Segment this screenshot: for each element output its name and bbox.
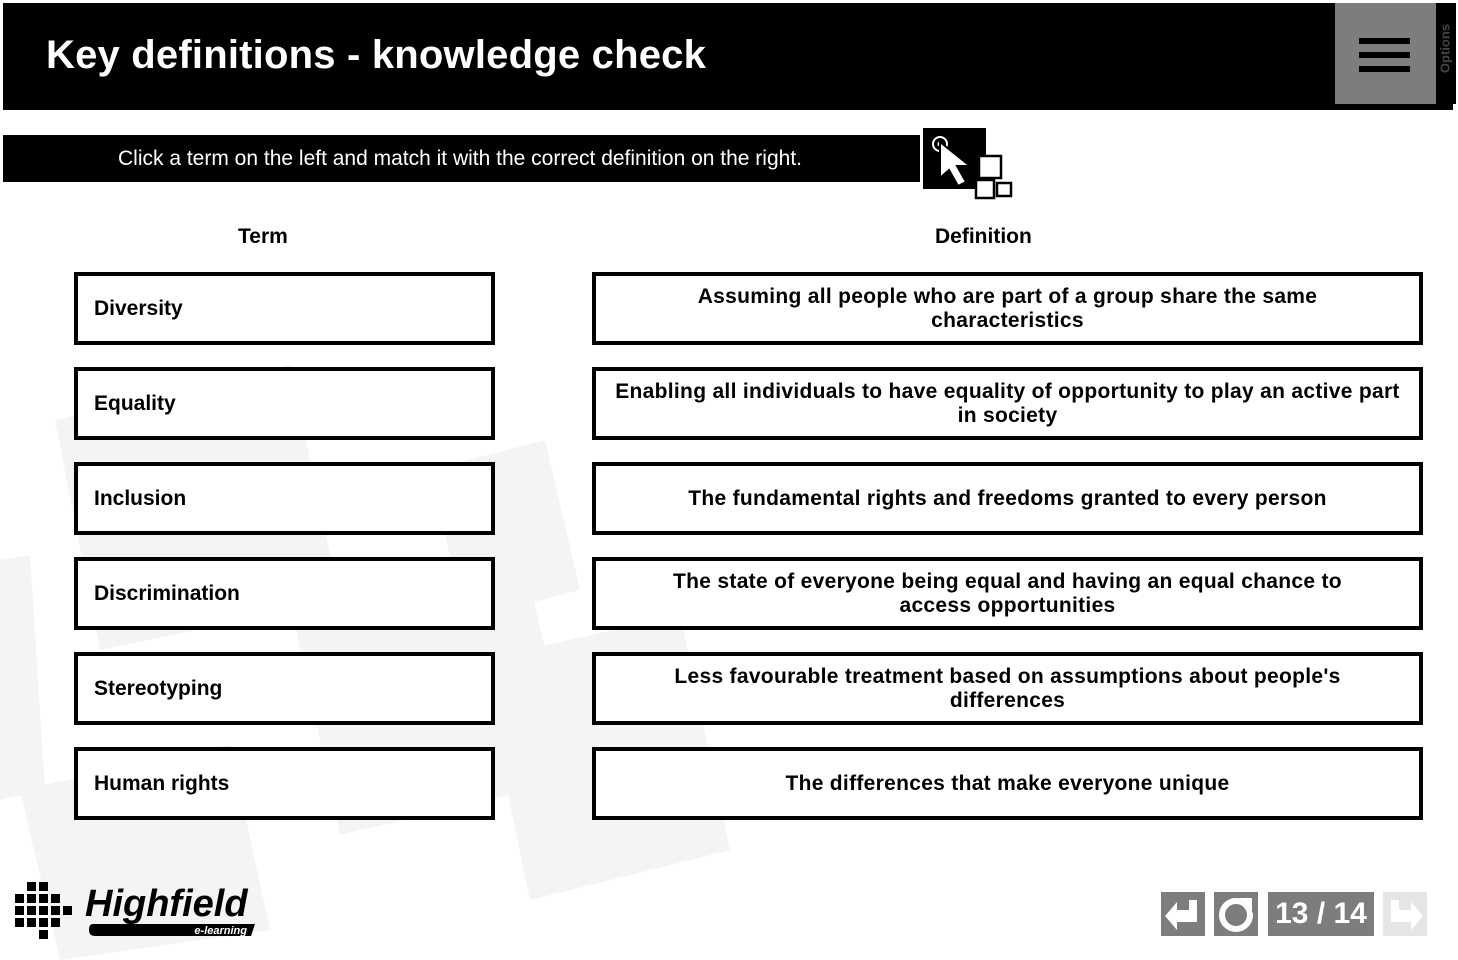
click-cursor-icon [923, 128, 1015, 204]
term-label: Stereotyping [94, 677, 223, 700]
definition-4[interactable] [592, 557, 1423, 630]
term-label: Discrimination [94, 582, 240, 605]
instruction-bar [3, 135, 920, 182]
definition-3[interactable] [592, 462, 1423, 535]
term-label: Human rights [94, 772, 230, 795]
options-label: Options [1437, 23, 1453, 74]
definition-text: Assuming all people who are part of a group share the same characteristics [697, 284, 1318, 332]
definition-text: The fundamental rights and freedoms granted to every person [688, 486, 1327, 510]
definition-column-heading: Definition [935, 225, 1032, 248]
term-label: Equality [94, 392, 176, 415]
header-bar [3, 3, 1453, 110]
svg-text:Highfield: Highfield [85, 883, 248, 925]
menu-button[interactable] [1335, 3, 1436, 104]
term-column-heading: Term [238, 225, 288, 248]
term-discrimination[interactable] [74, 557, 495, 630]
options-tab[interactable] [1436, 3, 1456, 104]
definition-text: Less favourable treatment based on assumptions about people's differences [674, 664, 1341, 712]
term-diversity[interactable] [74, 272, 495, 345]
term-equality[interactable] [74, 367, 495, 440]
definition-1[interactable] [592, 272, 1423, 345]
term-label: Diversity [94, 297, 183, 320]
term-stereotyping[interactable] [74, 652, 495, 725]
highfield-logo [15, 878, 265, 940]
definition-text: The state of everyone being equal and having an equal chance to access opportunities [673, 569, 1342, 617]
definition-2[interactable] [592, 367, 1423, 440]
definition-5[interactable] [592, 652, 1423, 725]
page-title: Key definitions - knowledge check [46, 33, 707, 77]
term-label: Inclusion [94, 487, 187, 510]
page-indicator: 13 / 14 [1268, 892, 1374, 936]
next-arrow-icon[interactable] [1383, 892, 1427, 936]
term-human-rights[interactable] [74, 747, 495, 820]
instruction-text: Click a term on the left and match it with the correct definition on the right. [118, 147, 802, 170]
svg-text:e-learning: e-learning [194, 925, 247, 937]
back-arrow-icon[interactable] [1161, 892, 1205, 936]
definition-text: The differences that make everyone unique [785, 771, 1230, 795]
replay-icon[interactable] [1214, 892, 1258, 936]
definition-text: Enabling all individuals to have equality of opportunity to play an active part in society [615, 379, 1400, 427]
definition-6[interactable] [592, 747, 1423, 820]
term-inclusion[interactable] [74, 462, 495, 535]
hamburger-menu-icon [1359, 38, 1410, 44]
